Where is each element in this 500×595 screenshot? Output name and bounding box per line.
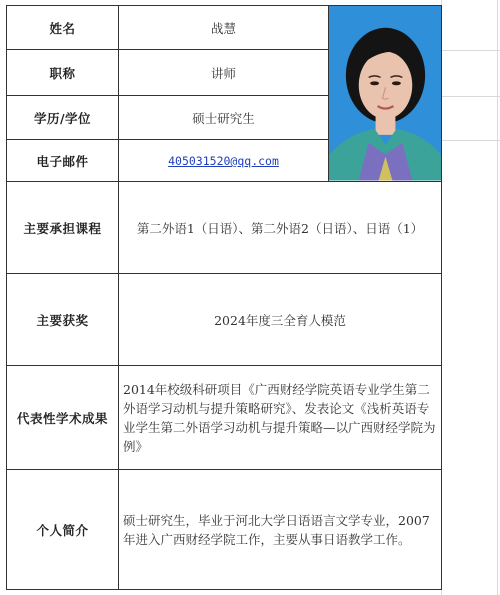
gridline [441,140,500,141]
research-value: 2014年校级科研项目《广西财经学院英语专业学生第二外语学习动机与提升策略研究》、发表论文《浅析英语专业学生第二外语学习动机与提升策略—以广西财经学院为例》 [119,366,442,470]
profile-table [6,5,442,590]
degree-label: 学历/学位 [7,96,119,140]
courses-label: 主要承担课程 [7,182,119,274]
email-link[interactable]: 405031520@qq.com [168,154,279,168]
gridline [441,50,500,51]
table-row [7,274,442,366]
gridline [441,96,500,97]
bio-value: 硕士研究生，毕业于河北大学日语语言文学专业，2007年进入广西财经学院工作，主要从事日语教学工作。 [119,470,442,590]
table-row [7,366,442,470]
portrait-photo [329,6,441,180]
email-cell [119,140,329,182]
awards-label: 主要获奖 [7,274,119,366]
courses-value: 第二外语1（日语）、第二外语2（日语）、日语（1） [119,182,442,274]
name-value: 战慧 [119,6,329,50]
bio-label: 个人简介 [7,470,119,590]
table-row [7,470,442,590]
photo-cell [329,6,442,182]
title-value: 讲师 [119,50,329,96]
title-label: 职称 [7,50,119,96]
email-label: 电子邮件 [7,140,119,182]
table-row [7,182,442,274]
research-label: 代表性学术成果 [7,366,119,470]
table-row [7,6,442,50]
name-label: 姓名 [7,6,119,50]
gridline [497,0,498,595]
degree-value: 硕士研究生 [119,96,329,140]
awards-value: 2024年度三全育人模范 [119,274,442,366]
